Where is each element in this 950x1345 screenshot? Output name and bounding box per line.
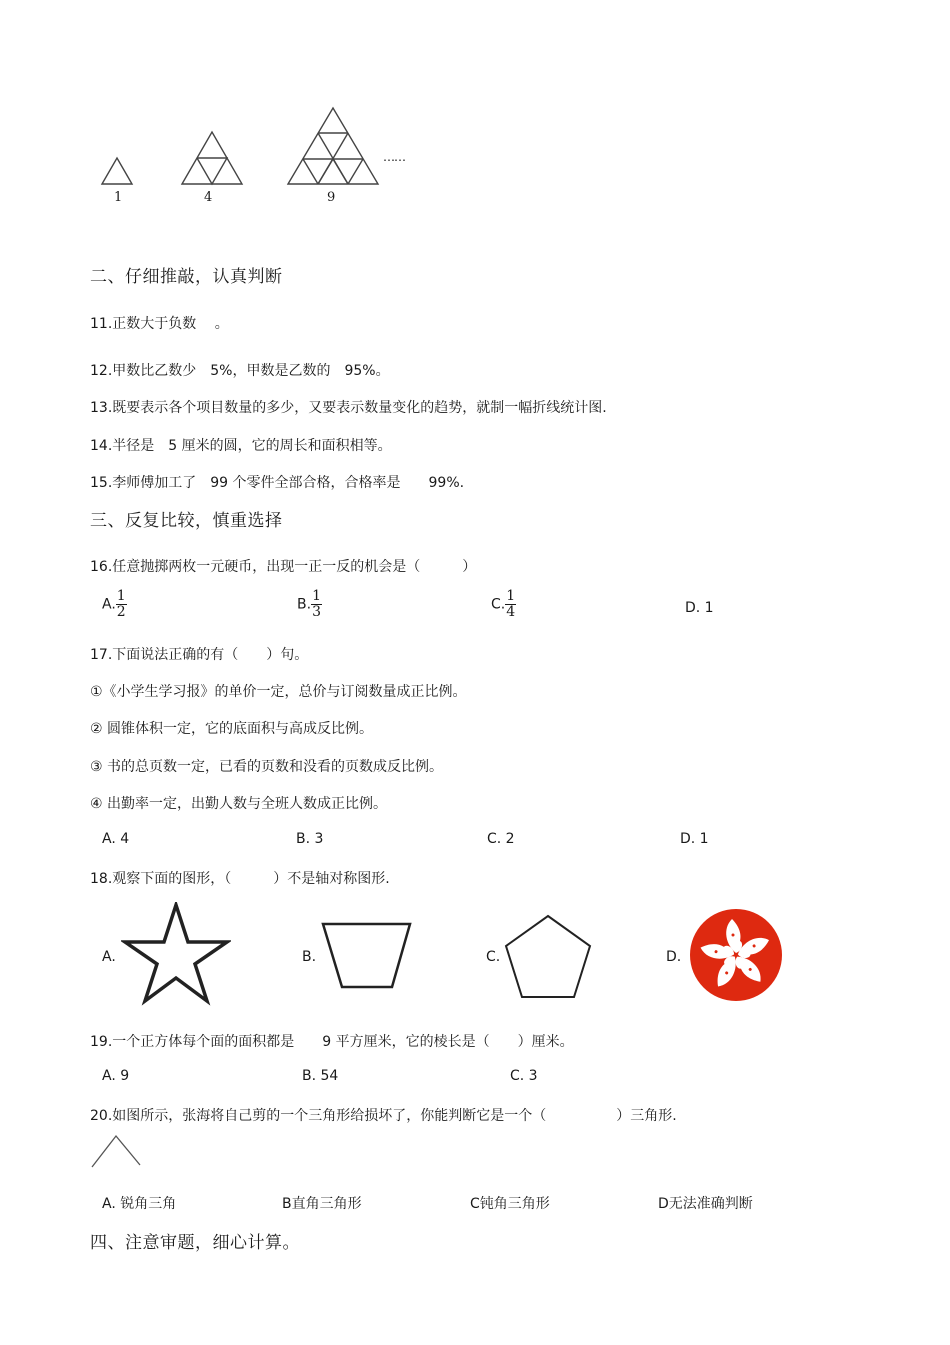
question-19: 19.一个正方体每个面的面积都是 9 平方厘米，它的棱长是（ ）厘米。 xyxy=(90,1034,574,1050)
section-3-title: 三、反复比较，慎重选择 xyxy=(90,511,283,531)
q18-option-d: D. xyxy=(666,949,682,965)
q18-option-b: B. xyxy=(302,949,317,965)
q17-statement-2: ② 圆锥体积一定，它的底面积与高成反比例。 xyxy=(90,721,373,737)
q17-statement-4: ④ 出勤率一定，出勤人数与全班人数成正比例。 xyxy=(90,796,387,812)
triangle-pattern-figure xyxy=(95,105,425,205)
question-13: 13.既要表示各个项目数量的多少，又要表示数量变化的趋势，就制一幅折线统计图. xyxy=(90,400,607,416)
q16-option-a: A. $\frac{1}{2}$ xyxy=(102,588,126,620)
question-15: 15.李师傅加工了 99 个零件全部合格，合格率是 99%. xyxy=(90,475,465,491)
q20-option-c: C钝角三角形 xyxy=(470,1196,550,1212)
q19-option-b: B. 54 xyxy=(302,1068,339,1084)
q19-option-a: A. 9 xyxy=(102,1068,130,1084)
question-12: 12.甲数比乙数少 5%，甲数是乙数的 95%。 xyxy=(90,363,390,379)
pentagon-shape xyxy=(502,913,594,999)
question-20: 20.如图所示，张海将自己剪的一个三角形给损坏了，你能判断它是一个（ ）三角形. xyxy=(90,1108,677,1124)
q17-option-c: C. 2 xyxy=(487,831,515,847)
pattern-label-9: 9 xyxy=(327,190,336,205)
trapezoid-shape xyxy=(320,921,415,991)
q16-option-d: D. 1 xyxy=(685,600,714,616)
question-16: 16.任意抛掷两枚一元硬币，出现一正一反的机会是（ ） xyxy=(90,559,477,575)
q18-option-a: A. xyxy=(102,949,116,965)
question-14: 14.半径是 5 厘米的圆，它的周长和面积相等。 xyxy=(90,438,392,454)
pattern-ellipsis: …… xyxy=(383,150,405,164)
q18-option-c: C. xyxy=(486,949,501,965)
bauhinia-flag-icon xyxy=(689,908,783,1002)
question-18: 18.观察下面的图形，（ ）不是轴对称图形. xyxy=(90,871,390,887)
q17-option-d: D. 1 xyxy=(680,831,709,847)
q17-statement-3: ③ 书的总页数一定，已看的页数和没看的页数成反比例。 xyxy=(90,759,443,775)
pattern-label-1: 1 xyxy=(114,190,123,205)
section-2-title: 二、仔细推敲，认真判断 xyxy=(90,267,283,287)
q19-option-c: C. 3 xyxy=(510,1068,538,1084)
star-shape xyxy=(121,902,231,1006)
pattern-label-4: 4 xyxy=(204,190,213,205)
q20-option-a: A. 锐角三角 xyxy=(102,1196,177,1212)
q17-option-b: B. 3 xyxy=(296,831,324,847)
broken-triangle-figure xyxy=(90,1133,145,1173)
q20-option-b: B直角三角形 xyxy=(282,1196,362,1212)
q17-statement-1: ①《小学生学习报》的单价一定，总价与订阅数量成正比例。 xyxy=(90,684,467,700)
section-4-title: 四、注意审题，细心计算。 xyxy=(90,1233,300,1253)
q16-option-c: C. $\frac{1}{4}$ xyxy=(491,588,516,620)
question-11: 11.正数大于负数 。 xyxy=(90,316,229,332)
q17-option-a: A. 4 xyxy=(102,831,130,847)
q16-option-b: B. $\frac{1}{3}$ xyxy=(297,588,321,620)
q20-option-d: D无法准确判断 xyxy=(658,1196,753,1212)
question-17: 17.下面说法正确的有（ ）句。 xyxy=(90,647,309,663)
